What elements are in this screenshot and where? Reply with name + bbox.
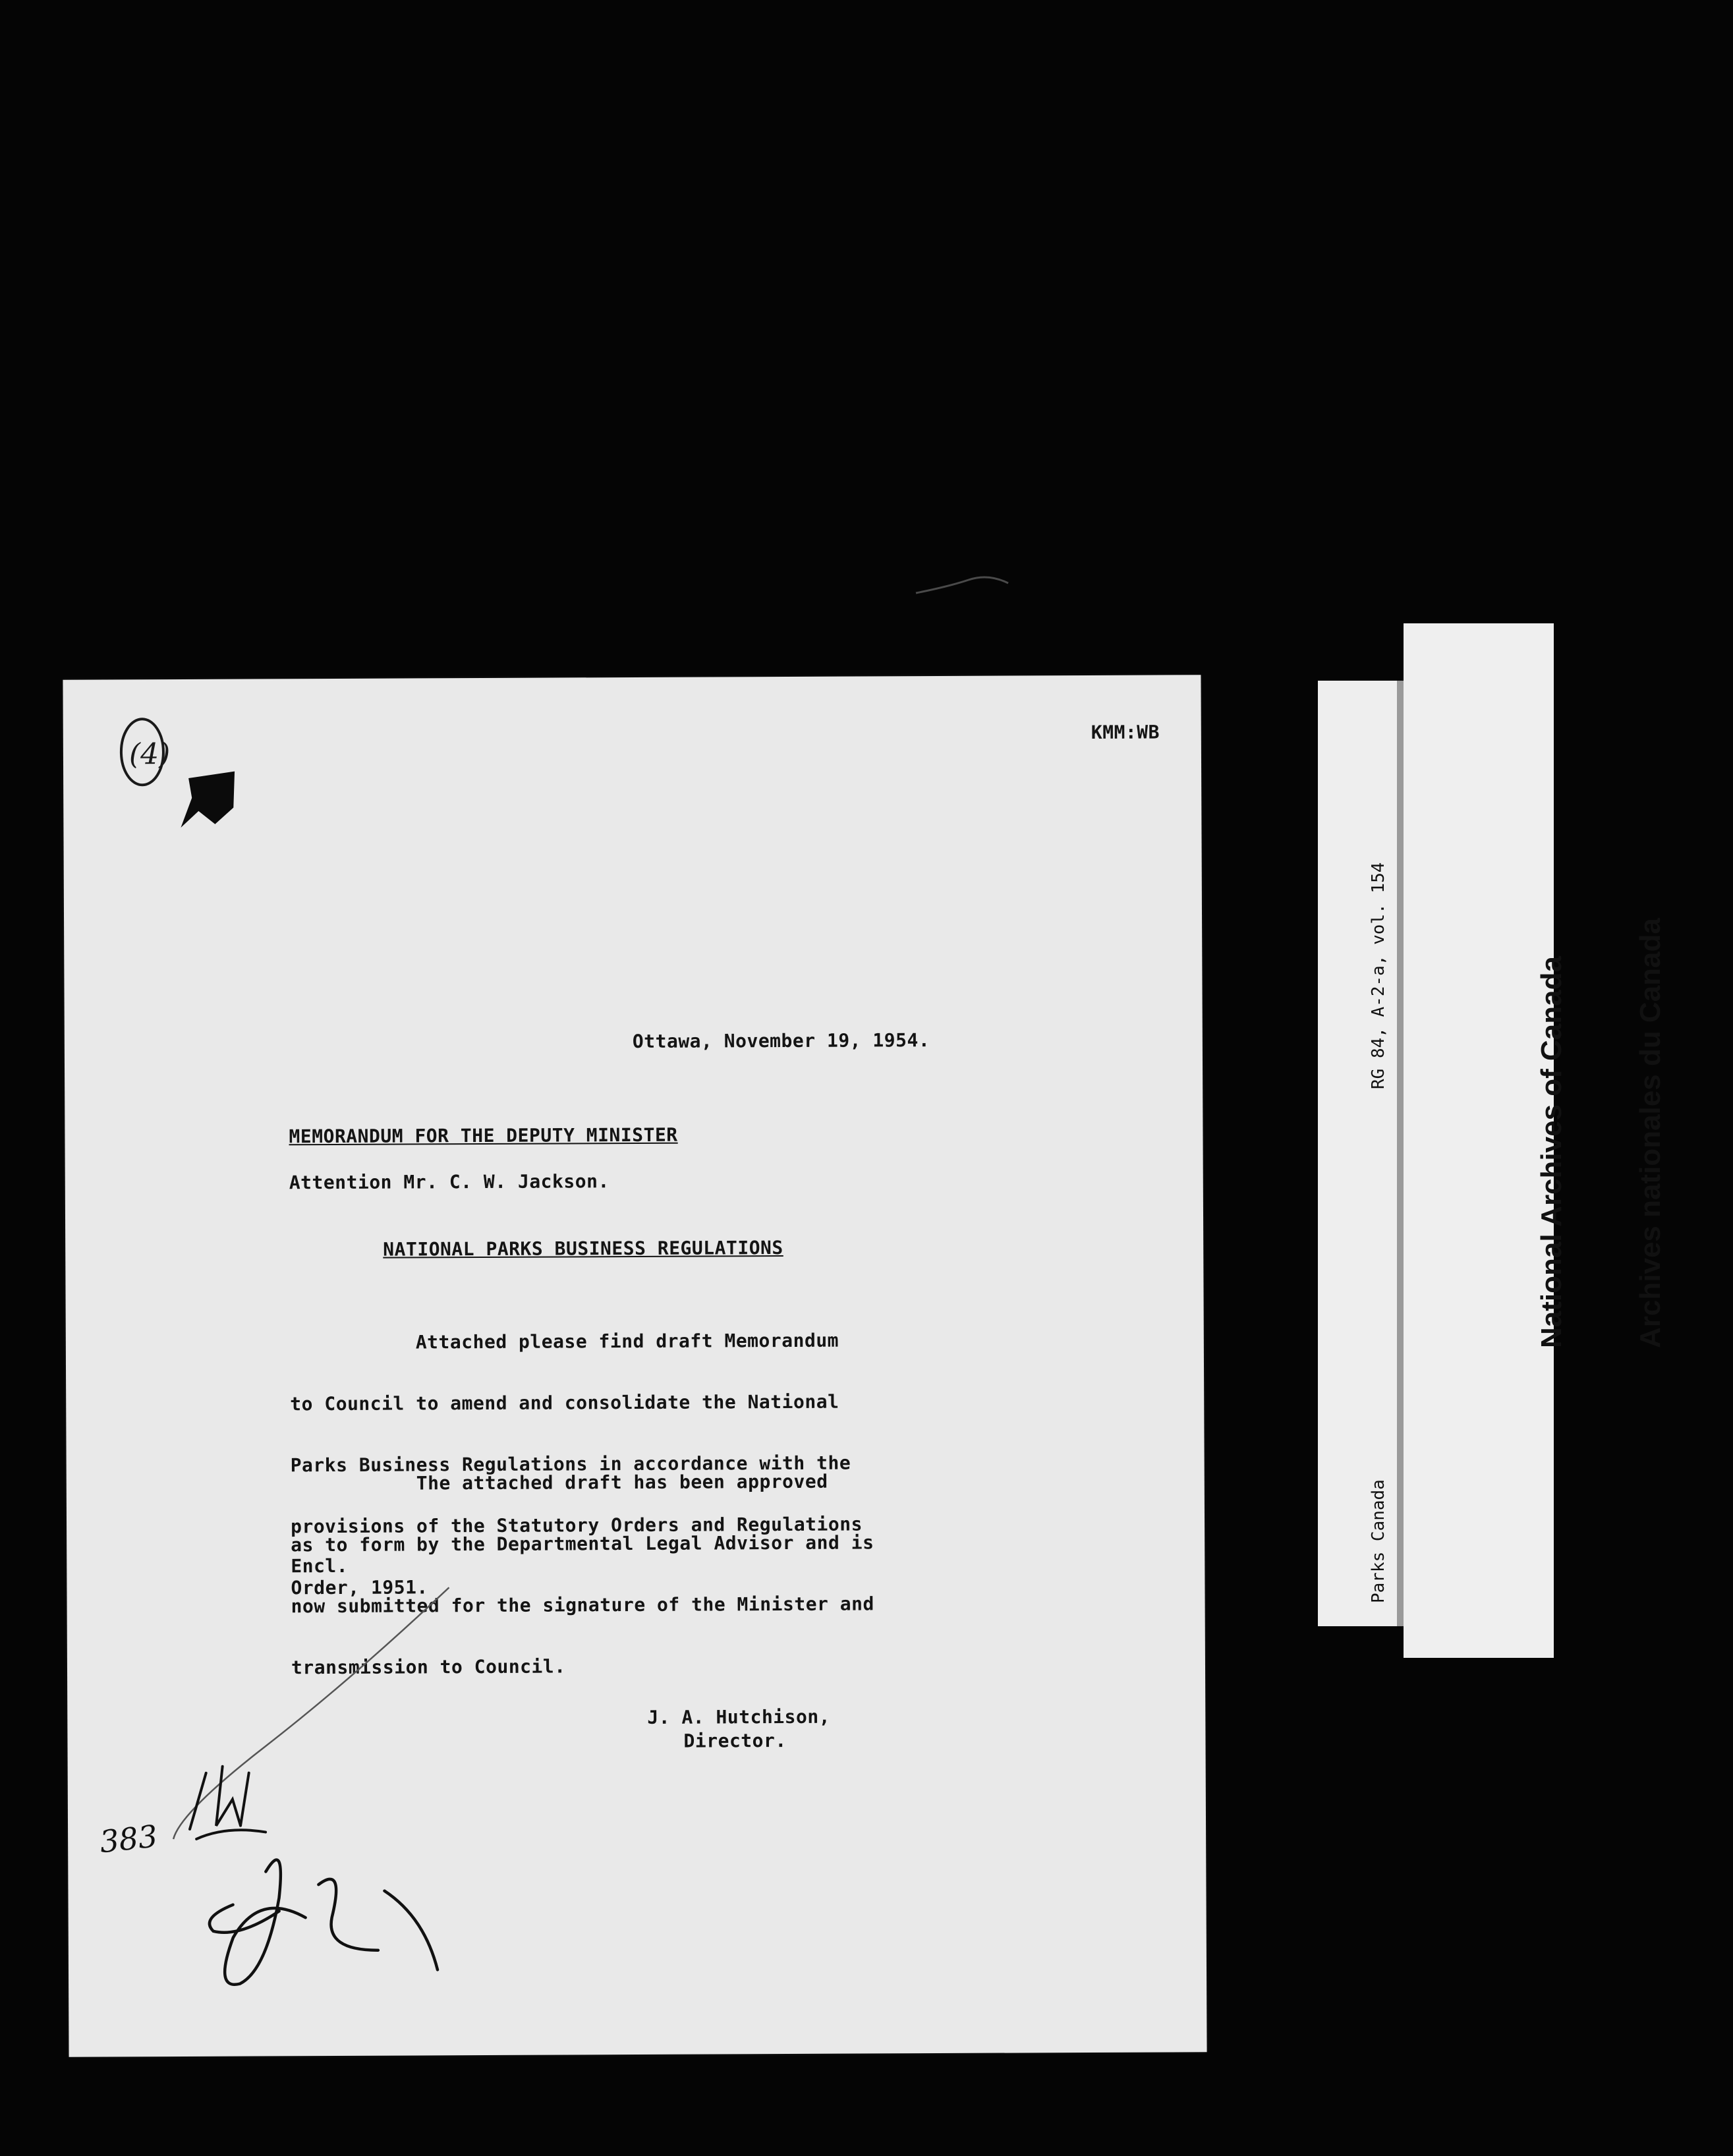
paragraph-line: to Council to amend and consolidate the National <box>290 1390 839 1415</box>
archive-institution-label <box>1404 623 1666 1658</box>
archive-reference-label <box>1318 681 1405 1626</box>
institution-name-fr: Archives nationales du Canada <box>1634 918 1666 1348</box>
paragraph-line: transmission to Council. <box>291 1655 566 1679</box>
handwritten-signature <box>210 1859 438 1984</box>
memo-heading: MEMORANDUM FOR THE DEPUTY MINISTER <box>289 1123 678 1148</box>
handwritten-file-number: 383 <box>98 1818 159 1860</box>
reference-initials: KMM:WB <box>1091 721 1160 743</box>
paragraph-line: provisions of the Statutory Orders and Regulations <box>290 1513 863 1538</box>
handwriting-layer <box>63 675 1207 2057</box>
paragraph-line: Parks Business Regulations in accordance with the <box>290 1452 851 1477</box>
signatory-title: Director. <box>683 1730 787 1752</box>
ink-blot <box>181 772 235 828</box>
paragraph-line: now submitted for the signature of the Minister and <box>291 1593 874 1618</box>
handwritten-number: (4) <box>128 737 171 772</box>
film-speck <box>909 567 1015 606</box>
pencil-stroke <box>172 1587 450 1839</box>
subject-line: NATIONAL PARKS BUSINESS REGULATIONS <box>383 1237 783 1261</box>
paragraph-line: as to form by the Departmental Legal Advisor and is <box>291 1531 874 1556</box>
paragraph-line: Attached please find draft Memorandum <box>289 1329 839 1354</box>
memorandum-page <box>63 675 1207 2057</box>
paragraph-line: The attached draft has been approved <box>290 1470 828 1495</box>
institution-name-block <box>1469 918 1733 1348</box>
institution-name-en: National Archives of Canada <box>1535 956 1568 1348</box>
agency-line: Parks Canada <box>1369 1479 1388 1603</box>
paragraph-line: Order, 1951. <box>291 1576 428 1599</box>
date-line: Ottawa, November 19, 1954. <box>632 1029 930 1053</box>
signatory-name: J. A. Hutchison, <box>647 1705 831 1728</box>
enclosure-note: Encl. <box>291 1554 349 1577</box>
attention-line: Attention Mr. C. W. Jackson. <box>289 1170 610 1194</box>
reference-line: RG 84, A-2-a, vol. 154 <box>1369 862 1388 1089</box>
circled-page-number <box>121 719 171 785</box>
